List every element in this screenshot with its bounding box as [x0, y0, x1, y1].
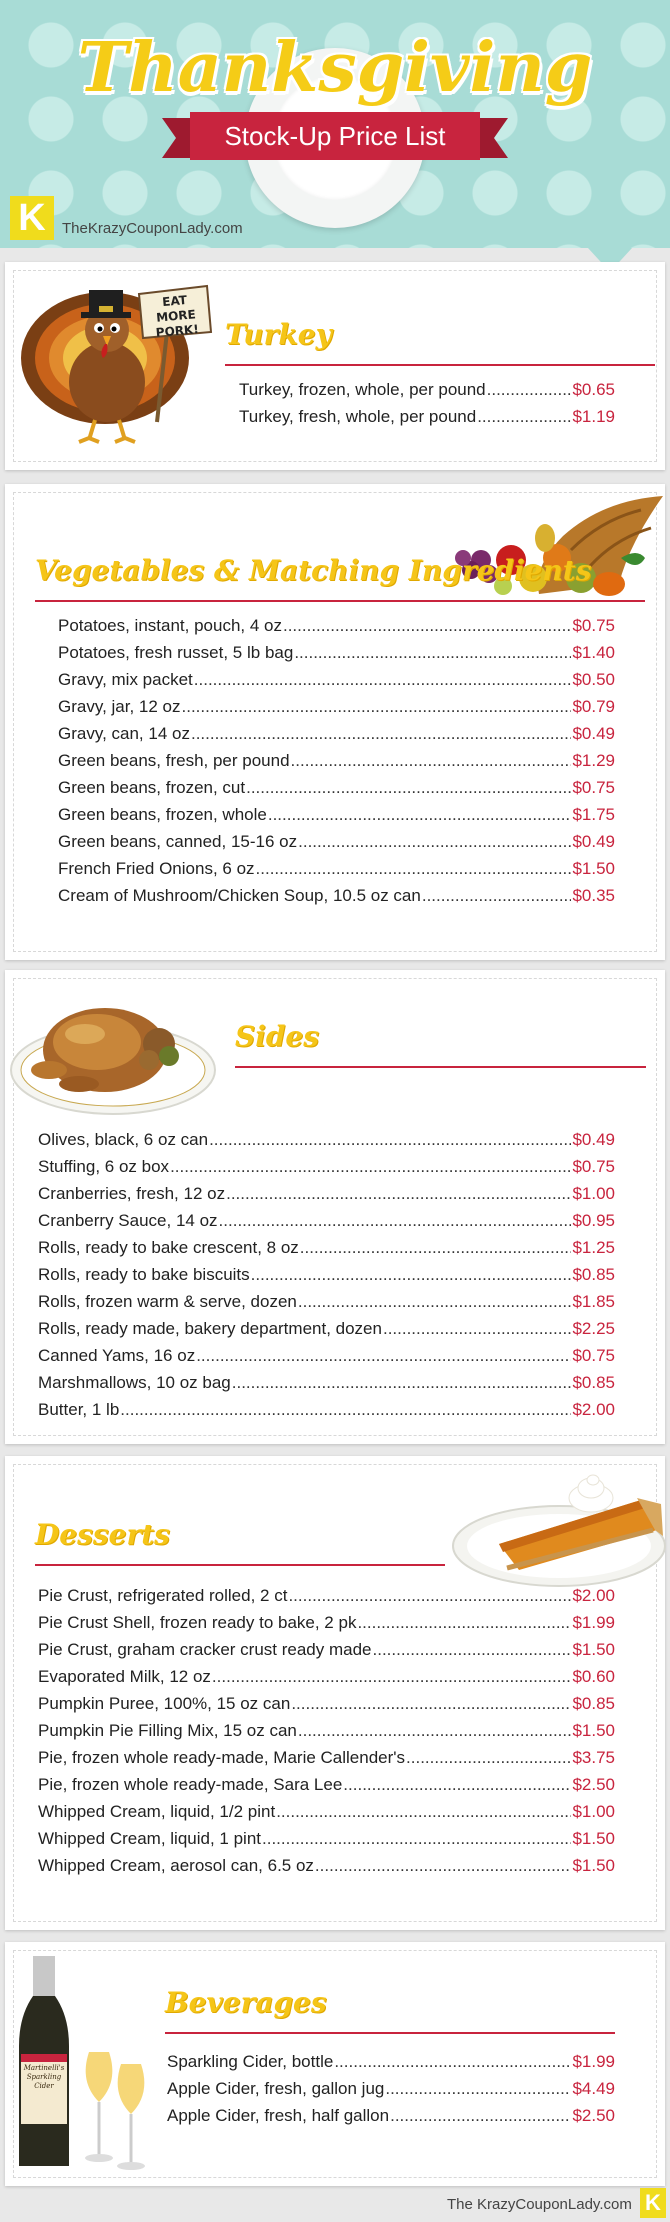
item-name: Cream of Mushroom/Chicken Soup, 10.5 oz can	[58, 886, 421, 905]
item-price: $0.75	[572, 616, 615, 635]
price-row	[38, 1319, 615, 1346]
dot-leader	[212, 1667, 572, 1687]
dot-leader	[209, 1130, 571, 1150]
price-row	[58, 751, 615, 778]
item-name: Whipped Cream, liquid, 1/2 pint	[38, 1802, 276, 1821]
item-price: $1.25	[572, 1238, 615, 1257]
item-name: Whipped Cream, liquid, 1 pint	[38, 1829, 262, 1848]
section-desserts	[5, 1456, 665, 1930]
item-name: Potatoes, instant, pouch, 4 oz	[58, 616, 282, 635]
dot-leader	[298, 832, 571, 852]
dot-leader	[170, 1157, 571, 1177]
dot-leader	[194, 670, 572, 690]
price-row	[58, 670, 615, 697]
price-row	[38, 1667, 615, 1694]
price-row	[58, 778, 615, 805]
dot-leader	[219, 1211, 572, 1231]
section-turkey	[5, 262, 665, 470]
dot-leader	[385, 2079, 571, 2099]
turkey-sign-text: EAT MORE PORK!	[155, 293, 200, 340]
price-row	[167, 2079, 615, 2106]
item-price: $1.19	[572, 407, 615, 426]
item-name: Gravy, mix packet	[58, 670, 193, 689]
item-price: $1.75	[572, 805, 615, 824]
price-row	[58, 697, 615, 724]
price-row	[239, 407, 615, 434]
item-price: $0.85	[572, 1265, 615, 1284]
price-row	[58, 805, 615, 832]
dot-leader	[357, 1613, 571, 1633]
item-price: $0.50	[572, 670, 615, 689]
dot-leader	[298, 1292, 572, 1312]
item-price: $4.49	[572, 2079, 615, 2098]
dot-leader	[251, 1265, 572, 1285]
item-price: $0.79	[572, 697, 615, 716]
price-row	[38, 1130, 615, 1157]
item-price: $2.25	[572, 1319, 615, 1338]
section-sides	[5, 970, 665, 1444]
item-price: $0.75	[572, 1157, 615, 1176]
item-price: $1.50	[572, 1856, 615, 1875]
dot-leader	[268, 805, 572, 825]
roast-turkey-image	[9, 974, 229, 1124]
page-subtitle-ribbon: Stock-Up Price List	[190, 112, 480, 160]
dot-leader	[196, 1346, 571, 1366]
dot-leader	[406, 1748, 571, 1768]
item-price: $1.99	[572, 2052, 615, 2071]
section-title-vegetables: Vegetables & Matching Ingredients	[35, 554, 592, 587]
item-name: Cranberries, fresh, 12 oz	[38, 1184, 226, 1203]
item-price: $1.50	[572, 1829, 615, 1848]
item-name: Pumpkin Puree, 100%, 15 oz can	[38, 1694, 291, 1713]
price-row	[239, 380, 615, 407]
price-row	[38, 1373, 615, 1400]
price-row	[38, 1640, 615, 1667]
sides-price-list	[38, 1130, 615, 1427]
section-vegetables	[5, 484, 665, 960]
section-title-desserts: Desserts	[35, 1518, 170, 1551]
item-name: Green beans, canned, 15-16 oz	[58, 832, 298, 851]
bottle-label-text: Martinelli's Sparkling Cider	[23, 2064, 65, 2090]
item-name: Apple Cider, fresh, half gallon	[167, 2106, 390, 2125]
item-name: Potatoes, fresh russet, 5 lb bag	[58, 643, 294, 662]
dot-leader	[283, 616, 571, 636]
item-name: Gravy, jar, 12 oz	[58, 697, 181, 716]
item-price: $0.60	[572, 1667, 615, 1686]
dot-leader	[315, 1856, 572, 1876]
dot-leader	[120, 1400, 571, 1420]
item-name: Cranberry Sauce, 14 oz	[38, 1211, 218, 1230]
pumpkin-pie-image	[441, 1460, 667, 1592]
dot-leader	[487, 380, 572, 400]
item-price: $1.50	[572, 859, 615, 878]
dot-leader	[288, 1586, 571, 1606]
item-price: $0.75	[572, 1346, 615, 1365]
item-name: Whipped Cream, aerosol can, 6.5 oz	[38, 1856, 314, 1875]
dot-leader	[246, 778, 571, 798]
item-price: $0.85	[572, 1694, 615, 1713]
item-name: French Fried Onions, 6 oz	[58, 859, 255, 878]
item-name: Stuffing, 6 oz box	[38, 1157, 170, 1176]
price-row	[38, 1400, 615, 1427]
item-price: $0.49	[572, 724, 615, 743]
section-beverages	[5, 1942, 665, 2186]
dot-leader	[390, 2106, 571, 2126]
dot-leader	[300, 1238, 572, 1258]
item-name: Turkey, frozen, whole, per pound	[239, 380, 486, 399]
price-row	[38, 1157, 615, 1184]
item-price: $2.50	[572, 2106, 615, 2125]
price-row	[38, 1184, 615, 1211]
item-name: Pumpkin Pie Filling Mix, 15 oz can	[38, 1721, 297, 1740]
dot-leader	[383, 1319, 571, 1339]
item-name: Green beans, fresh, per pound	[58, 751, 290, 770]
section-title-beverages: Beverages	[165, 1986, 327, 2019]
dot-leader	[373, 1640, 572, 1660]
item-name: Marshmallows, 10 oz bag	[38, 1373, 231, 1392]
dot-leader	[343, 1775, 571, 1795]
dot-leader	[291, 751, 572, 771]
item-price: $1.29	[572, 751, 615, 770]
item-name: Rolls, frozen warm & serve, dozen	[38, 1292, 297, 1311]
price-row	[38, 1694, 615, 1721]
price-row	[38, 1346, 615, 1373]
divider	[35, 1564, 445, 1566]
vegetables-price-list	[58, 616, 615, 913]
price-row	[58, 886, 615, 913]
brand-logo-icon: K	[10, 196, 54, 240]
section-title-turkey: Turkey	[225, 318, 332, 351]
item-price: $2.00	[572, 1400, 615, 1419]
item-name: Evaporated Milk, 12 oz	[38, 1667, 211, 1686]
dot-leader	[191, 724, 571, 744]
price-row	[38, 1586, 615, 1613]
header-banner	[0, 0, 670, 248]
page-title: Thanksgiving	[77, 28, 593, 108]
dot-leader	[276, 1802, 571, 1822]
price-row	[58, 616, 615, 643]
item-price: $0.95	[572, 1211, 615, 1230]
price-row	[38, 1775, 615, 1802]
price-row	[38, 1265, 615, 1292]
divider	[165, 2032, 615, 2034]
cornucopia-image	[441, 488, 663, 606]
dot-leader	[182, 697, 572, 717]
dot-leader	[262, 1829, 571, 1849]
desserts-price-list	[38, 1586, 615, 1883]
price-row	[38, 1802, 615, 1829]
item-name: Rolls, ready to bake crescent, 8 oz	[38, 1238, 299, 1257]
dot-leader	[334, 2052, 571, 2072]
item-name: Pie Crust, graham cracker crust ready made	[38, 1640, 372, 1659]
footer-logo-icon: K	[640, 2188, 666, 2218]
item-name: Turkey, fresh, whole, per pound	[239, 407, 477, 426]
item-price: $1.85	[572, 1292, 615, 1311]
price-row	[58, 643, 615, 670]
item-name: Canned Yams, 16 oz	[38, 1346, 196, 1365]
item-price: $1.00	[572, 1802, 615, 1821]
item-price: $0.75	[572, 778, 615, 797]
item-name: Pie Crust Shell, frozen ready to bake, 2 pk	[38, 1613, 357, 1632]
turkey-price-list	[239, 380, 615, 434]
divider	[35, 600, 645, 602]
price-row	[167, 2052, 615, 2079]
item-name: Apple Cider, fresh, gallon jug	[167, 2079, 385, 2098]
price-row	[38, 1856, 615, 1883]
price-row	[38, 1211, 615, 1238]
dot-leader	[298, 1721, 572, 1741]
price-row	[38, 1292, 615, 1319]
item-price: $2.50	[572, 1775, 615, 1794]
item-name: Butter, 1 lb	[38, 1400, 120, 1419]
item-price: $1.50	[572, 1721, 615, 1740]
item-price: $2.00	[572, 1586, 615, 1605]
item-name: Gravy, can, 14 oz	[58, 724, 190, 743]
item-name: Pie, frozen whole ready-made, Sara Lee	[38, 1775, 343, 1794]
beverages-price-list	[167, 2052, 615, 2133]
item-price: $1.50	[572, 1640, 615, 1659]
price-row	[38, 1238, 615, 1265]
item-price: $1.40	[572, 643, 615, 662]
price-row	[38, 1748, 615, 1775]
dot-leader	[226, 1184, 571, 1204]
price-row	[58, 859, 615, 886]
dot-leader	[256, 859, 572, 879]
divider	[235, 1066, 646, 1068]
item-price: $3.75	[572, 1748, 615, 1767]
dot-leader	[294, 643, 571, 663]
price-row	[58, 724, 615, 751]
item-price: $0.65	[572, 380, 615, 399]
price-row	[58, 832, 615, 859]
price-row	[38, 1829, 615, 1856]
price-row	[38, 1721, 615, 1748]
footer-brand[interactable]: The KrazyCouponLady.com	[447, 2196, 632, 2213]
dot-leader	[232, 1373, 572, 1393]
item-name: Rolls, ready made, bakery department, dozen	[38, 1319, 382, 1338]
price-row	[38, 1613, 615, 1640]
brand-name[interactable]: TheKrazyCouponLady.com	[62, 220, 243, 237]
item-name: Green beans, frozen, cut	[58, 778, 246, 797]
item-name: Rolls, ready to bake biscuits	[38, 1265, 250, 1284]
item-price: $0.85	[572, 1373, 615, 1392]
item-name: Sparkling Cider, bottle	[167, 2052, 334, 2071]
item-price: $0.49	[572, 1130, 615, 1149]
dot-leader	[477, 407, 571, 427]
item-price: $0.35	[572, 886, 615, 905]
dot-leader	[291, 1694, 571, 1714]
item-name: Pie Crust, refrigerated rolled, 2 ct	[38, 1586, 288, 1605]
divider	[225, 364, 655, 366]
item-price: $1.00	[572, 1184, 615, 1203]
item-price: $1.99	[572, 1613, 615, 1632]
price-row	[167, 2106, 615, 2133]
dot-leader	[422, 886, 572, 906]
item-price: $0.49	[572, 832, 615, 851]
item-name: Olives, black, 6 oz can	[38, 1130, 209, 1149]
item-name: Green beans, frozen, whole	[58, 805, 267, 824]
section-title-sides: Sides	[235, 1020, 320, 1053]
item-name: Pie, frozen whole ready-made, Marie Callender's	[38, 1748, 406, 1767]
